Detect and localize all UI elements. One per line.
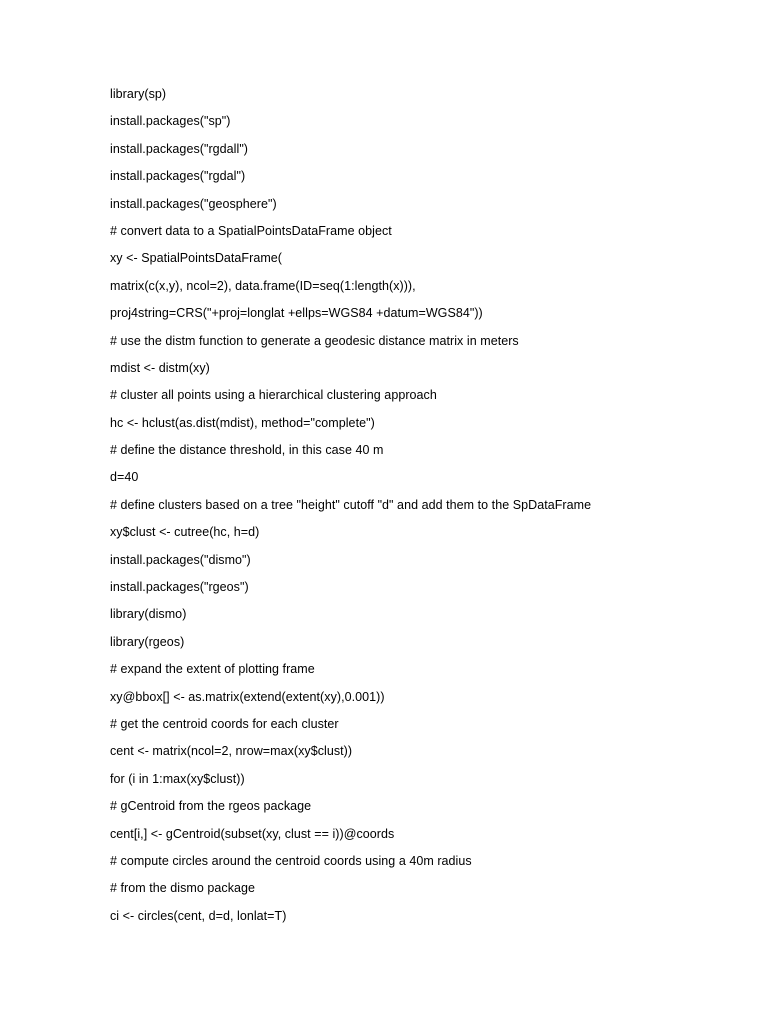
code-line: cent <- matrix(ncol=2, nrow=max(xy$clust)) bbox=[110, 744, 353, 759]
code-line: proj4string=CRS("+proj=longlat +ellps=WGS84 +datum=WGS84")) bbox=[110, 306, 483, 321]
code-comment: # define clusters based on a tree "height" cutoff "d" and add them to the SpDataFrame bbox=[110, 497, 592, 512]
code-comment: # from the dismo package bbox=[110, 881, 256, 896]
code-line: install.packages("geosphere") bbox=[110, 196, 277, 211]
code-comment: # get the centroid coords for each cluster bbox=[110, 716, 339, 731]
code-line: library(sp) bbox=[110, 87, 167, 101]
code-line: install.packages("dismo") bbox=[110, 552, 251, 567]
code-comment: # compute circles around the centroid coords using a 40m radius bbox=[110, 853, 472, 868]
code-listing bbox=[110, 84, 750, 933]
code-comment: # gCentroid from the rgeos package bbox=[110, 799, 312, 814]
code-comment: # expand the extent of plotting frame bbox=[110, 662, 315, 677]
code-line: library(dismo) bbox=[110, 607, 187, 622]
code-line: xy@bbox[] <- as.matrix(extend(extent(xy),0.001)) bbox=[110, 689, 385, 704]
code-comment: # define the distance threshold, in this case 40 m bbox=[110, 443, 384, 458]
code-line: hc <- hclust(as.dist(mdist), method="complete") bbox=[110, 415, 375, 430]
code-line: xy <- SpatialPointsDataFrame( bbox=[110, 251, 283, 266]
code-line: ci <- circles(cent, d=d, lonlat=T) bbox=[110, 908, 287, 923]
code-comment: # use the distm function to generate a geodesic distance matrix in meters bbox=[110, 333, 519, 348]
code-line: d=40 bbox=[110, 470, 139, 485]
code-line: library(rgeos) bbox=[110, 634, 185, 649]
code-line: cent[i,] <- gCentroid(subset(xy, clust == i))@coords bbox=[110, 826, 395, 841]
code-comment: # cluster all points using a hierarchical clustering approach bbox=[110, 388, 437, 403]
code-line: install.packages("rgdall") bbox=[110, 141, 249, 156]
code-line: matrix(c(x,y), ncol=2), data.frame(ID=seq(1:length(x))), bbox=[110, 278, 416, 293]
code-line: install.packages("sp") bbox=[110, 114, 231, 129]
code-line: for (i in 1:max(xy$clust)) bbox=[110, 771, 245, 786]
code-line: install.packages("rgeos") bbox=[110, 580, 249, 595]
code-line: install.packages("rgdal") bbox=[110, 169, 246, 184]
code-comment: # convert data to a SpatialPointsDataFrame object bbox=[110, 223, 392, 238]
code-line: xy$clust <- cutree(hc, h=d) bbox=[110, 525, 260, 540]
code-line: mdist <- distm(xy) bbox=[110, 360, 210, 375]
